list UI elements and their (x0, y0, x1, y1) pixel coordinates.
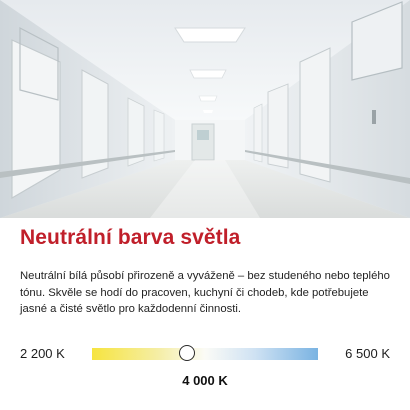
scale-min-label: 2 200 K (20, 346, 65, 361)
current-temperature-label: 4 000 K (182, 373, 228, 388)
ceiling-light (199, 96, 217, 101)
temperature-slider-handle[interactable] (179, 345, 195, 361)
ceiling-light (175, 28, 245, 42)
door-handle (372, 110, 376, 124)
ceiling-light (190, 70, 226, 78)
end-door-window (197, 130, 209, 140)
color-temperature-bar[interactable] (92, 348, 318, 360)
end-door (192, 124, 214, 160)
description-text: Neutrální bílá působí přirozeně a vyváženě – bez studeného nebo teplého tónu. Skvěle se hodí do pracoven, kuchyní či chodeb, kde potřebujete jasné a čisté světlo pro každodenní činnosti. (20, 270, 390, 315)
scale-max-label: 6 500 K (345, 346, 390, 361)
page-title: Neutrální barva světla (20, 226, 241, 249)
ceiling-light (203, 110, 213, 113)
